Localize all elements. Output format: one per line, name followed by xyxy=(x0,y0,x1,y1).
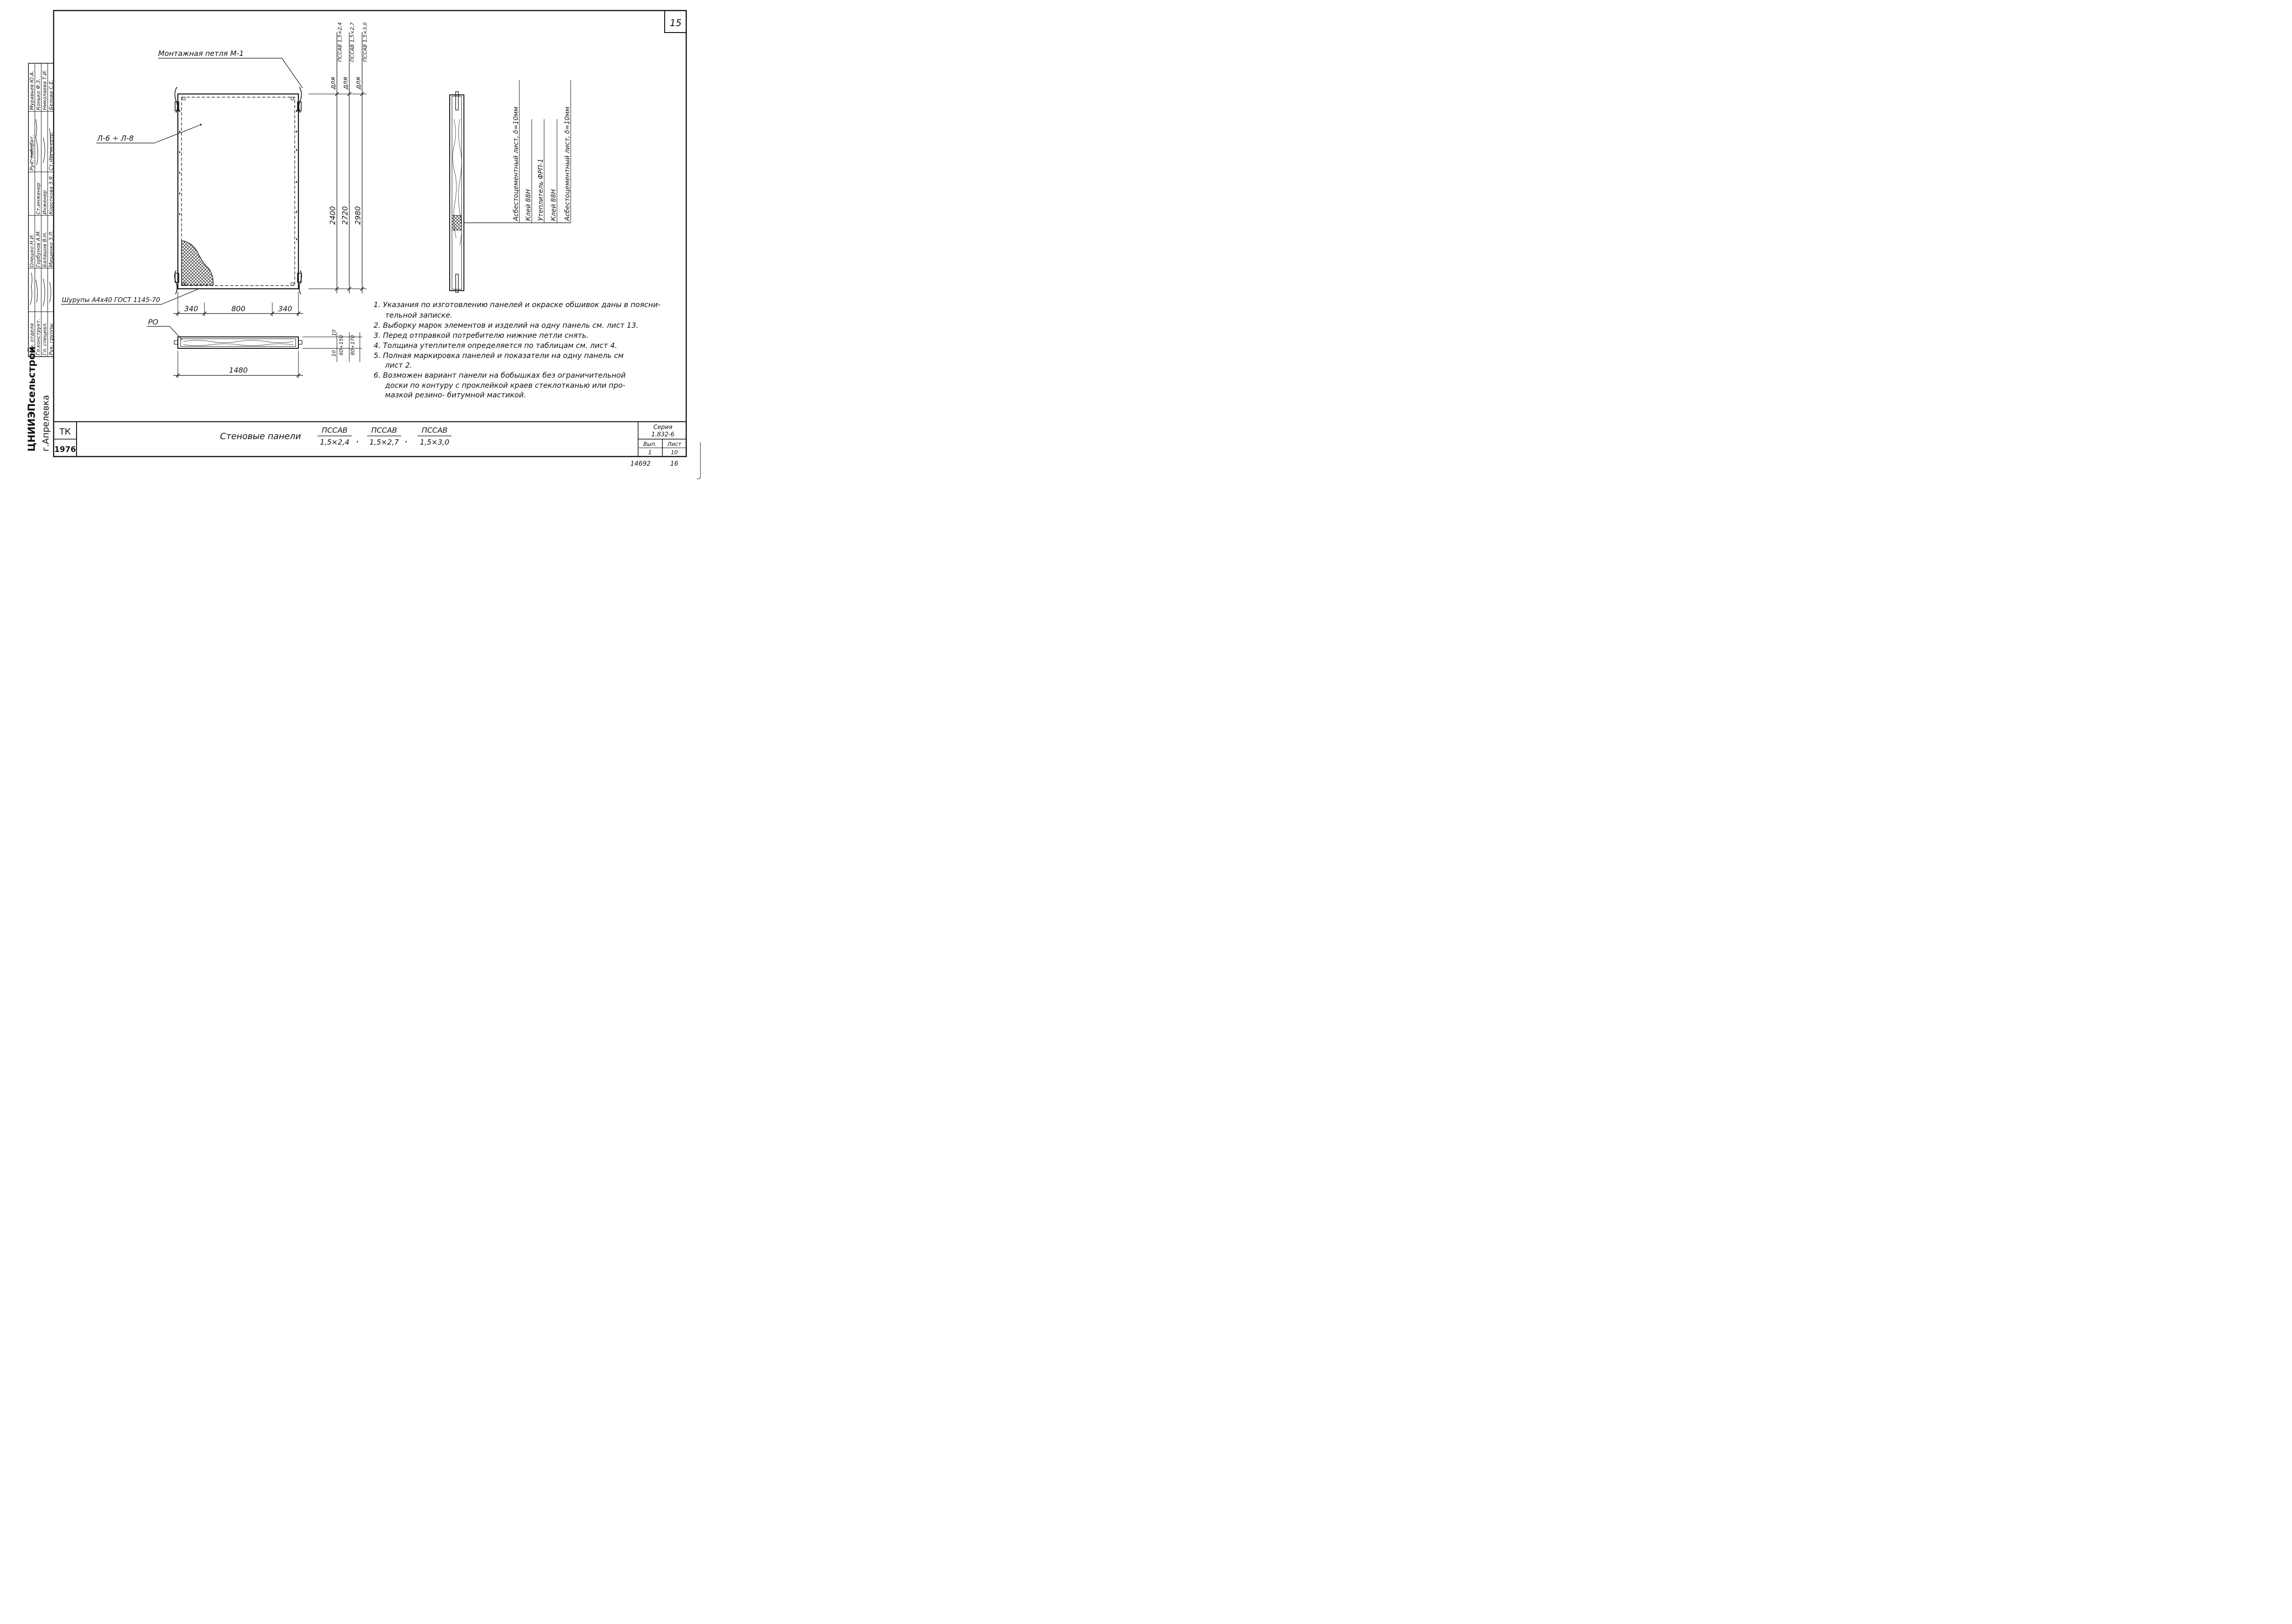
layer-5: Асбестоцементный лист, δ=10мм xyxy=(564,106,571,221)
note-line-3: 2. Выборку марок элементов и изделий на одну панель см. лист 13. xyxy=(374,321,639,330)
title-fraction-3-top: ПССАВ xyxy=(421,426,448,435)
dim-thickness-bottom: 10 xyxy=(331,350,337,357)
title-fraction-1-bottom: 1,5×2,4 xyxy=(320,438,350,446)
approval-name-2: Горбунов А.М. xyxy=(35,230,41,267)
notes xyxy=(374,300,661,399)
insulation-cutaway xyxy=(182,241,213,285)
archive-number: 14692 xyxy=(630,460,651,468)
panel-section-horizontal xyxy=(173,330,362,378)
title-fraction-2-top: ПССАВ xyxy=(371,426,397,435)
callout-sheets-label: Л-6 ÷ Л-8 xyxy=(97,134,134,143)
title-fraction-3-bottom: 1,5×3,0 xyxy=(419,438,450,446)
approval-name-5: Короткова З.Я. xyxy=(48,175,54,215)
note-line-7: лист 2. xyxy=(385,361,413,369)
title-block xyxy=(54,422,686,457)
heights-value-3: 2980 xyxy=(353,206,362,225)
heights-panel-3: ПССАВ 1,5×3,0 xyxy=(362,22,368,62)
approval-role-7: Инженер xyxy=(42,190,48,215)
note-line-1: 1. Указания по изготовлению панелей и окраске обшивок даны в поясни- xyxy=(374,300,661,309)
layer-3: Утеплитель ФРП-1 xyxy=(537,159,545,221)
heights-value-2: 2720 xyxy=(341,206,349,225)
organization-block xyxy=(26,347,51,451)
callout-po xyxy=(147,318,182,340)
callout-screws xyxy=(61,289,198,304)
note-line-10: мазкой резино- битумной мастикой. xyxy=(385,391,526,399)
approval-name-3: Балашов В.Н. xyxy=(42,231,48,267)
issue-value: 1 xyxy=(648,449,652,456)
layer-1: Асбестоцементный лист, δ=10мм xyxy=(512,106,520,221)
sheet-number: 15 xyxy=(670,17,682,28)
approval-name-8: Муравьев Ю.А. xyxy=(29,71,35,110)
approval-role-4: Рук. группы xyxy=(48,323,54,355)
approval-role-8: Рук. лаборат. xyxy=(29,135,35,171)
approval-name-7: Николаева Т.И. xyxy=(42,70,48,110)
title-main: Стеновые панели xyxy=(220,431,301,441)
note-line-8: 6. Возможен вариант панели на бобышках без ограничительной xyxy=(374,371,626,380)
approval-name-4: Мищенко З.Л. xyxy=(48,230,54,267)
callout-mounting-loop-label: Монтажная петля М-1 xyxy=(158,49,244,58)
sheet-number-box xyxy=(665,11,686,33)
stamp-org-code: ТК xyxy=(59,427,71,437)
callout-sheets xyxy=(96,124,202,143)
approval-name-1: Олешко Н.И. xyxy=(29,234,35,267)
sheet-label: Лист xyxy=(667,441,682,447)
note-line-5: 4. Толщина утеплителя определяется по таблицам см. лист 4. xyxy=(374,341,617,350)
approval-role-3: Гл. специал. xyxy=(42,322,48,355)
sheet-corner-mark xyxy=(697,442,700,479)
title-fraction-1-top: ПССАВ xyxy=(321,426,348,435)
organization-name: ЦНИИЭПсельстрой xyxy=(26,346,37,451)
heights-prefix-1: для xyxy=(330,77,337,89)
screw-markers xyxy=(180,110,297,240)
drawing-sheet xyxy=(0,0,708,481)
note-line-6: 5. Полная маркировка панелей и показатели на одну панель см xyxy=(374,351,624,360)
title-comma-1: , xyxy=(357,435,359,444)
sheet-value: 10 xyxy=(671,449,678,456)
dim-width: 1480 xyxy=(229,366,248,374)
dim-bottom xyxy=(173,292,303,316)
approval-role-2: Гл.конструкт. xyxy=(35,319,41,355)
dim-thickness-top: 10 xyxy=(331,330,337,336)
layer-4: Клей 88Н xyxy=(550,189,557,221)
stamp-year: 1976 xyxy=(54,445,76,454)
note-line-2: тельной записке. xyxy=(385,311,453,319)
callout-mounting-loop xyxy=(158,49,303,88)
sheet-frame xyxy=(54,11,686,457)
note-line-4: 3. Перед отправкой потребителю нижние петли снять. xyxy=(374,331,589,340)
approval-role-6: Ст.инженер xyxy=(35,182,41,215)
heights-table xyxy=(309,22,368,293)
organization-city: г.Апрелевка xyxy=(41,395,51,451)
approval-name-6: Конько Ф.З. xyxy=(35,78,41,110)
approval-role-1: Нач. отдела xyxy=(29,323,35,355)
heights-panel-2: ПССАВ 1,5×2,7 xyxy=(349,22,355,62)
dim-thickness-total: 80÷170 xyxy=(350,335,356,355)
note-line-9: доски по контуру с проклейкой краев стеклотканью или про- xyxy=(385,381,626,390)
approval-role-9: Ст.научн.сотр. xyxy=(48,132,54,171)
heights-value-1: 2400 xyxy=(328,206,337,225)
dim-bottom-left: 340 xyxy=(184,304,198,313)
series-label: Серия xyxy=(653,424,672,431)
dim-thickness-core: 60÷150 xyxy=(338,335,344,355)
dim-bottom-middle: 800 xyxy=(231,304,246,313)
vsection-core xyxy=(452,96,462,289)
dim-bottom-right: 340 xyxy=(278,304,292,313)
panel-section-vertical xyxy=(450,80,571,292)
heights-panel-1: ПССАВ 1,5×2,4 xyxy=(337,22,343,62)
archive-sheet: 16 xyxy=(670,460,678,468)
vsection-insulation-hatch xyxy=(452,215,462,230)
callout-po-label: РО xyxy=(148,318,159,326)
title-comma-2: , xyxy=(405,435,408,444)
approval-name-9: Белова С.Е. xyxy=(48,79,54,110)
section-wood-grain xyxy=(183,341,293,346)
panel-elevation xyxy=(175,87,302,294)
layer-2: Клей 88Н xyxy=(525,189,532,221)
heights-prefix-3: для xyxy=(355,77,362,89)
heights-prefix-2: для xyxy=(342,77,349,89)
series-value: 1.832-6 xyxy=(651,431,675,438)
title-fraction-2-bottom: 1,5×2,7 xyxy=(369,438,399,446)
callout-screws-label: Шурупы А4х40 ГОСТ 1145-70 xyxy=(62,297,160,304)
issue-label: Вып. xyxy=(643,441,657,447)
approvals-strip xyxy=(28,63,54,357)
